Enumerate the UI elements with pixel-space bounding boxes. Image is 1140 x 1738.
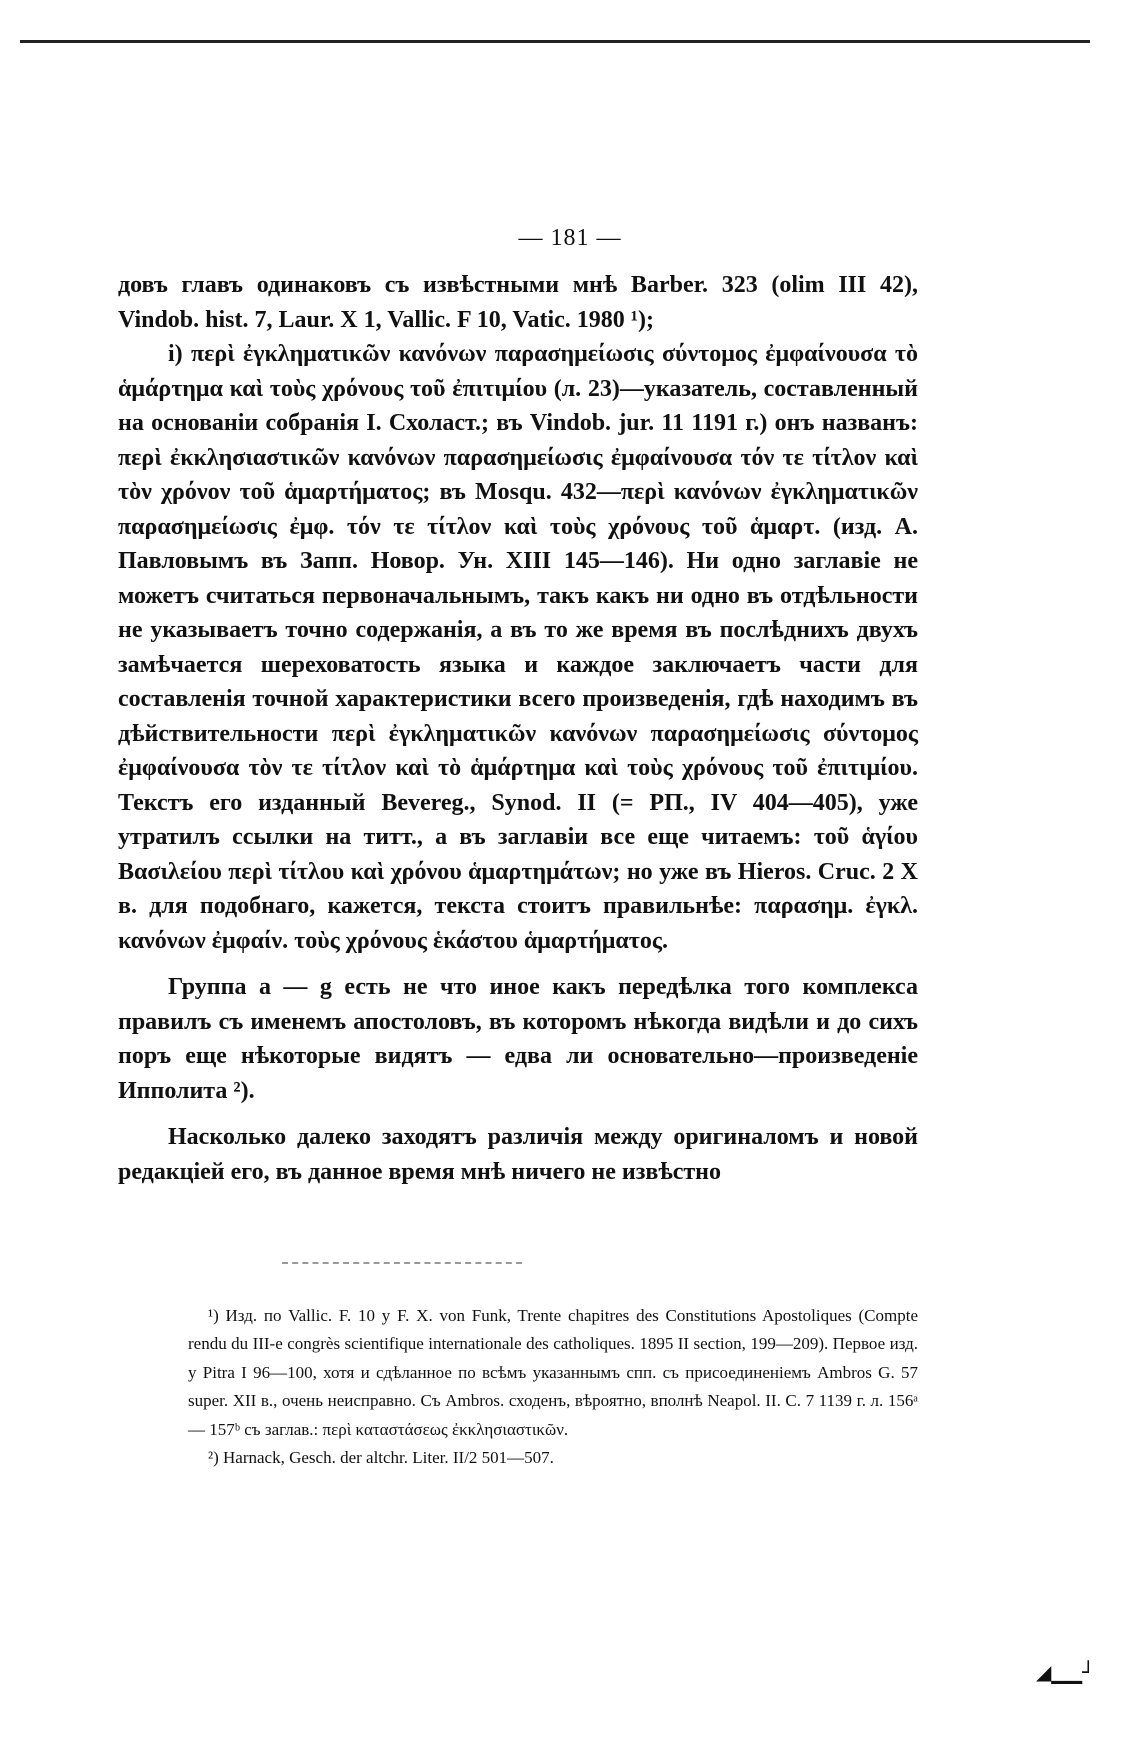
page-number: — 181 — bbox=[518, 225, 622, 251]
footnote-separator bbox=[282, 1262, 522, 1264]
footnote-1: ¹) Изд. по Vallic. F. 10 y F. X. von Funk, Trente chapitres des Constitutions Apostoliques (Compte rendu du III-e congrès scientifique internationale des catholiques. 1895 II section, 199—209). Первое изд. у Pitra I 96—100, хотя и сдѣланное по всѣмъ указаннымъ спп. съ присоединеніемъ Ambros G. 57 super. XII в., очень неисправно. Съ Ambros. сходенъ, вѣроятно, вполнѣ Neapol. II. C. 7 1139 г. л. 156ᵃ — 157ᵇ съ заглав.: περὶ καταστάσεως ἐκκλησιαστικῶν. bbox=[188, 1306, 918, 1439]
main-text bbox=[118, 268, 918, 1189]
footnote-2: ²) Harnack, Gesch. der altchr. Liter. II/2 501—507. bbox=[208, 1448, 554, 1468]
paragraph-group: Группа a — g есть не что иное какъ передѣлка того комплекса правилъ съ именемъ апостоловъ, въ которомъ нѣкогда видѣли и до сихъ поръ еще нѣкоторые видятъ — едва ли основательно—произведеніе Ипполита ²). bbox=[118, 974, 918, 1104]
top-rule bbox=[20, 40, 1090, 43]
paragraph-differences: Насколько далеко заходятъ различія между оригиналомъ и новой редакціей его, въ данное время мнѣ ничего не извѣстно bbox=[118, 1124, 918, 1185]
paragraph-item-i: i) περὶ ἐγκληματικῶν κανόνων παρασημείωσις σύντομος ἐμφαίνουσα τὸ ἁμάρτημα καὶ τοὺς χρόνους τοῦ ἐπιτιμίου (л. 23)—указатель, составленный на основаніи собранія I. Схоласт.; въ Vindob. jur. 11 1191 г.) онъ названъ: περὶ ἐκκλησιαστικῶν κανόνων παρασημείωσις ἐμφαίνουσα τόν τε τίτλον καὶ τὸν χρόνον τοῦ ἁμαρτήματος; въ Mosqu. 432—περὶ κανόνων ἐγκληματικῶν παρασημείωσις ἐμφ. τόν τε τίτλον καὶ τοὺς χρόνους τοῦ ἁμαρτ. (изд. А. Павловымъ въ Запп. Новор. Ун. XIII 145—146). Ни одно заглавіе не можетъ считаться первоначальнымъ, такъ какъ ни одно въ отдѣльности не указываетъ точно содержанія, а въ то же время въ послѣднихъ двухъ замѣчается шереховатость языка и каждое заключаетъ части для составленія точной характеристики всего произведенія, гдѣ находимъ въ дѣйствительности περὶ ἐγκληματικῶν κανόνων παρασημείωσις σύντομος ἐμφαίνουσα τὸν τε τίτλον καὶ τὸ ἁμάρτημα καὶ τοὺς χρόνους τοῦ ἐπιτιμίου. Текстъ его изданный Bevereg., Synod. II (= РП., IV 404—405), уже утратилъ ссылки на титт., а въ заглавіи все еще читаемъ: τοῦ ἁγίου Βασιλείου περὶ τίτλου καὶ χρόνου ἁμαρτημάτων; но уже въ Hieros. Cruc. 2 X в. для подобнаго, кажется, текста стоитъ правильнѣе: παρασημ. ἐγκλ. κανόνων ἐμφαίν. τοὺς χρόνους ἑκάστου ἁμαρτήματος. bbox=[118, 341, 918, 954]
footnotes bbox=[188, 1302, 918, 1472]
paragraph-continuation: довъ главъ одинаковъ съ извѣстными мнѣ Barber. 323 (olim III 42), Vindob. hist. 7, Laur. X 1, Vallic. F 10, Vatic. 1980 ¹); bbox=[118, 272, 918, 333]
corner-mark-icon: ◢▁▁┘ bbox=[1036, 1660, 1095, 1684]
